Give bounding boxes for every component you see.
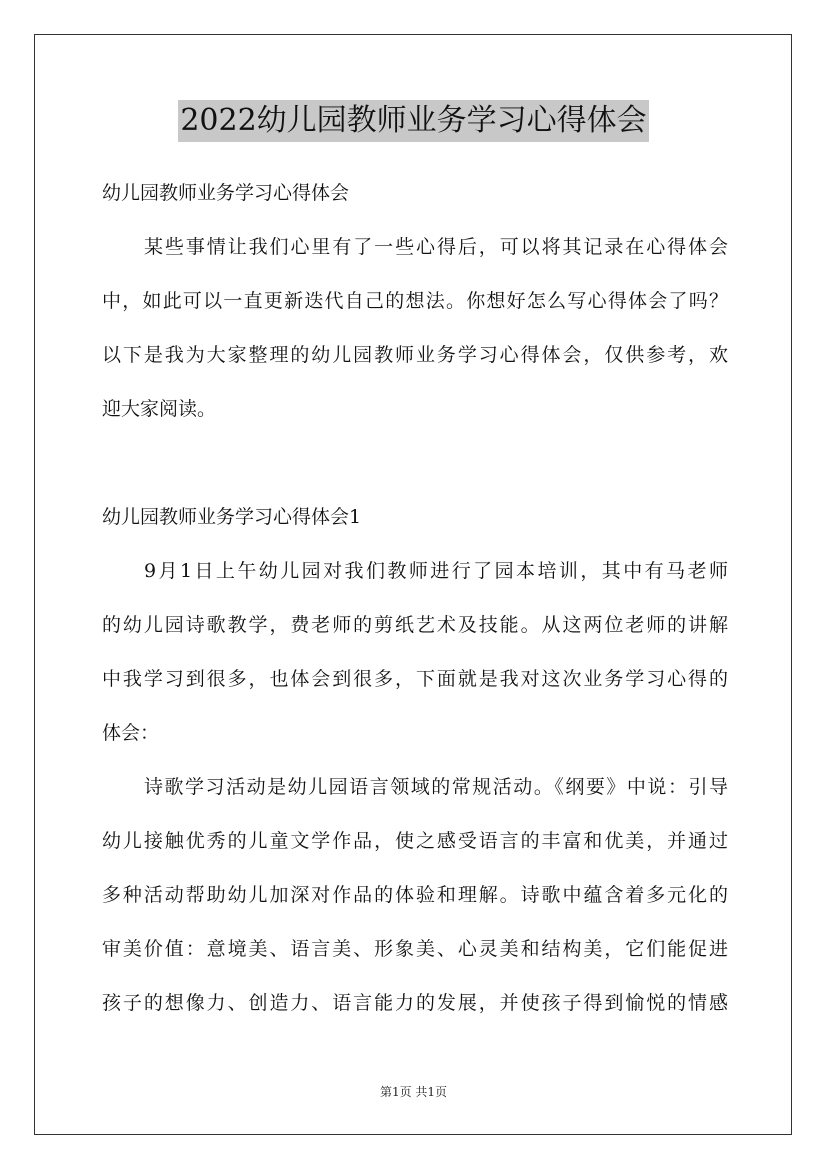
blank-line — [102, 436, 728, 490]
paragraph-line: 多种活动帮助幼儿加深对作品的体验和理解。诗歌中蕴含着多元化的 — [102, 884, 728, 906]
paragraph-line: 以下是我为大家整理的幼儿园教师业务学习心得体会，仅供参考，欢 — [102, 344, 728, 366]
paragraph-line: 9月1日上午幼儿园对我们教师进行了园本培训，其中有马老师 — [144, 560, 728, 582]
page-number: 第1页 共1页 — [379, 1085, 448, 1099]
paragraph-line: 迎大家阅读。 — [102, 398, 217, 420]
document-title: 2022幼儿园教师业务学习心得体会 — [178, 100, 648, 142]
paragraph-line: 某些事情让我们心里有了一些心得后，可以将其记录在心得体会 — [144, 236, 728, 258]
title-container — [0, 100, 827, 142]
paragraph-line: 幼儿接触优秀的儿童文学作品，使之感受语言的丰富和优美，并通过 — [102, 830, 728, 852]
section-heading: 幼儿园教师业务学习心得体会 — [102, 182, 350, 204]
paragraph-line: 孩子的想像力、创造力、语言能力的发展，并使孩子得到愉悦的情感 — [102, 992, 728, 1014]
paragraph-line: 诗歌学习活动是幼儿园语言领域的常规活动。《纲要》中说：引导 — [144, 776, 728, 798]
paragraph-line: 审美价值：意境美、语言美、形象美、心灵美和结构美，它们能促进 — [102, 938, 728, 960]
paragraph-line: 中我学习到很多，也体会到很多，下面就是我对这次业务学习心得的 — [102, 668, 728, 690]
section-heading: 幼儿园教师业务学习心得体会1 — [102, 506, 362, 528]
paragraph-line: 的幼儿园诗歌教学，费老师的剪纸艺术及技能。从这两位老师的讲解 — [102, 614, 728, 636]
document-body — [102, 166, 728, 1030]
paragraph-line: 体会： — [102, 722, 160, 744]
paragraph-line: 中，如此可以一直更新迭代自己的想法。你想好怎么写心得体会了吗？ — [102, 290, 728, 312]
